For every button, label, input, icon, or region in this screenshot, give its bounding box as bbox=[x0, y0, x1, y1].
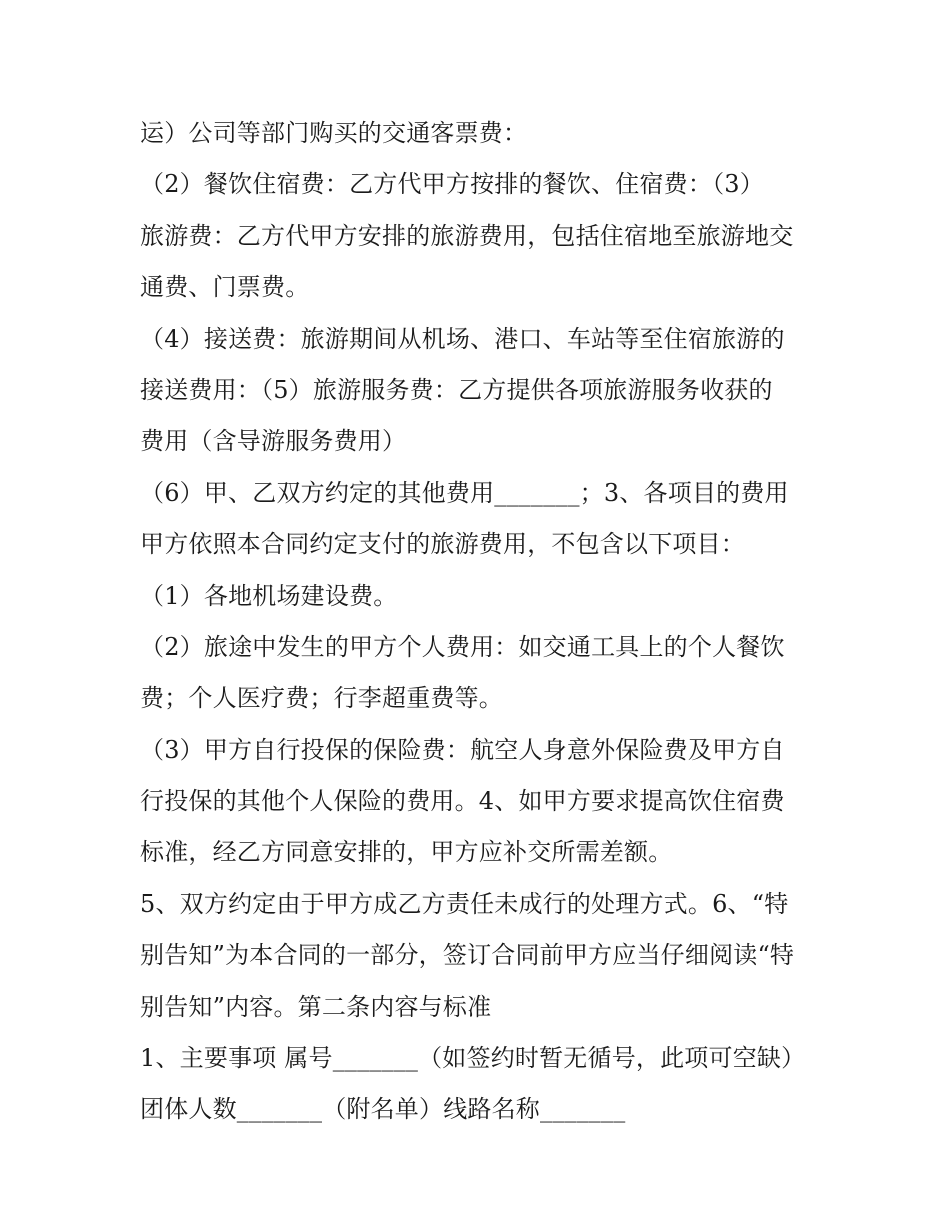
text-line: 通费、门票费。 bbox=[140, 273, 310, 302]
text-line: （4）接送费：旅游期间从机场、港口、车站等至住宿旅游的 bbox=[140, 324, 785, 353]
text-line: （6）甲、乙双方约定的其他费用_______；3、各项目的费用 bbox=[140, 478, 789, 507]
text-line: 别告知”内容。第二条内容与标准 bbox=[140, 992, 492, 1021]
text-line: 费；个人医疗费；行李超重费等。 bbox=[140, 684, 503, 713]
text-line: （2）餐饮住宿费：乙方代甲方按排的餐饮、住宿费：（3） bbox=[140, 170, 764, 199]
contract-body-text bbox=[140, 108, 820, 1136]
text-line: （2）旅途中发生的甲方个人费用：如交通工具上的个人餐饮 bbox=[140, 632, 785, 661]
text-line: 团体人数_______（附名单）线路名称_______ bbox=[140, 1095, 626, 1124]
text-line: 费用（含导游服务费用） bbox=[140, 427, 407, 456]
text-line: 甲方依照本合同约定支付的旅游费用，不包含以下项目： bbox=[140, 530, 745, 559]
text-line: （3）甲方自行投保的保险费：航空人身意外保险费及甲方自 bbox=[140, 735, 785, 764]
text-line: 1、主要事项 属号_______（如签约时暂无循号，此项可空缺） bbox=[140, 1044, 806, 1073]
text-line: （1）各地机场建设费。 bbox=[140, 581, 398, 610]
text-line: 运）公司等部门购买的交通客票费： bbox=[140, 119, 528, 147]
text-line: 5、双方约定由于甲方成乙方责任未成行的处理方式。6、“特 bbox=[140, 889, 789, 918]
text-line: 别告知”为本合同的一部分，签订合同前甲方应当仔细阅读“特 bbox=[140, 941, 795, 970]
text-line: 标准，经乙方同意安排的，甲方应补交所需差额。 bbox=[140, 838, 673, 867]
text-line: 接送费用：（5）旅游服务费：乙方提供各项旅游服务收获的 bbox=[140, 375, 773, 404]
text-line: 行投保的其他个人保险的费用。4、如甲方要求提高饮住宿费 bbox=[140, 787, 785, 816]
text-line: 旅游费：乙方代甲方安排的旅游费用，包括住宿地至旅游地交 bbox=[140, 221, 794, 250]
